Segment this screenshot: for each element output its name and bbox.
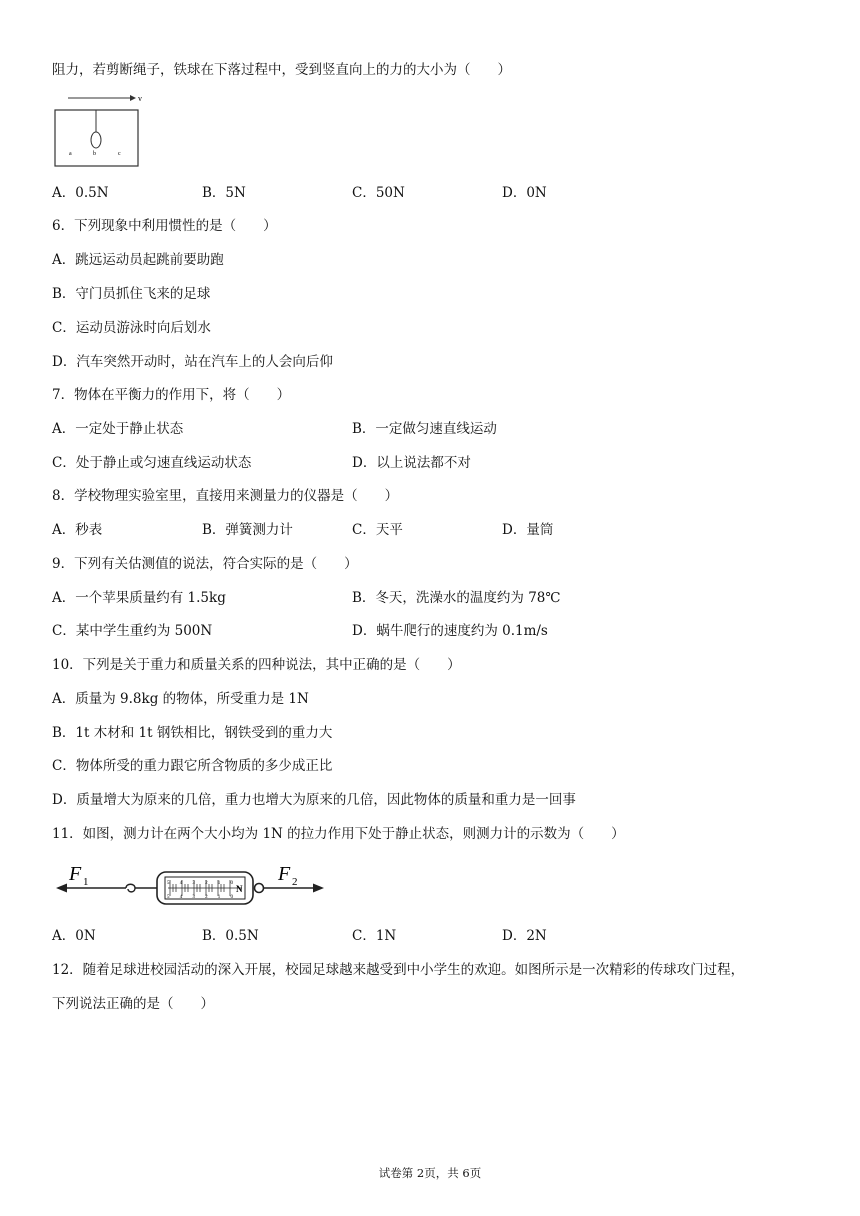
q11-option-d: D．2N xyxy=(502,928,547,944)
f1-label: F xyxy=(69,863,82,885)
label-c: c xyxy=(118,151,121,157)
q8-option-b: B．弹簧测力计 xyxy=(202,522,293,538)
q5-option-d: D．0N xyxy=(502,185,547,201)
q10-option-b: B．1t 木材和 1t 钢铁相比，钢铁受到的重力大 xyxy=(52,725,333,741)
question-8-stem: 8．学校物理实验室里，直接用来测量力的仪器是（ ） xyxy=(52,488,399,504)
q5-option-b: B．5N xyxy=(202,185,246,201)
q11-option-b: B．0.5N xyxy=(202,928,259,944)
f2-label: F xyxy=(278,863,291,885)
spring-scale-figure xyxy=(52,858,332,908)
q11-option-a: A．0N xyxy=(52,928,96,944)
q7-option-d: D．以上说法都不对 xyxy=(352,455,471,471)
q9-option-a: A．一个苹果质量约有 1.5kg xyxy=(52,590,226,606)
q9-option-b: B．冬天，洗澡水的温度约为 78℃ xyxy=(352,590,561,606)
question-6-stem: 6．下列现象中利用惯性的是（ ） xyxy=(52,218,277,234)
label-b: b xyxy=(93,151,96,157)
scale-top-numbers: 543210 xyxy=(167,881,233,886)
f1-subscript: 1 xyxy=(83,876,89,888)
q5-option-c: C．50N xyxy=(352,185,405,201)
question-12-stem-line2: 下列说法正确的是（ ） xyxy=(52,996,214,1012)
q6-option-c: C．运动员游泳时向后划水 xyxy=(52,320,211,336)
question-5-tail: 阻力，若剪断绳子，铁球在下落过程中，受到竖直向上的力的大小为（ ） xyxy=(52,62,511,78)
q10-option-a: A．质量为 9.8kg 的物体，所受重力是 1N xyxy=(52,691,309,707)
question-12-stem-line1: 12．随着足球进校园活动的深入开展，校园足球越来越受到中小学生的欢迎。如图所示是一次精彩的传球攻门过程， xyxy=(52,962,745,978)
q10-option-c: C．物体所受的重力跟它所含物质的多少成正比 xyxy=(52,758,333,774)
q10-option-d: D．质量增大为原来的几倍，重力也增大为原来的几倍，因此物体的质量和重力是一回事 xyxy=(52,792,576,808)
label-a: a xyxy=(69,151,72,157)
q6-option-d: D．汽车突然开动时，站在汽车上的人会向后仰 xyxy=(52,354,333,370)
q7-option-b: B．一定做匀速直线运动 xyxy=(352,421,497,437)
q8-option-a: A．秒表 xyxy=(52,522,103,538)
scale-unit-label: N xyxy=(236,884,243,894)
q7-option-a: A．一定处于静止状态 xyxy=(52,421,184,437)
q9-option-d: D．蜗牛爬行的速度约为 0.1m/s xyxy=(352,623,548,639)
question-7-stem: 7．物体在平衡力的作用下，将（ ） xyxy=(52,387,291,403)
iron-ball-figure xyxy=(52,88,152,170)
page-footer: 试卷第 2页，共 6页 xyxy=(378,1166,482,1180)
velocity-label: v xyxy=(138,94,142,103)
q9-option-c: C．某中学生重约为 500N xyxy=(52,623,213,639)
q6-option-b: B．守门员抓住飞来的足球 xyxy=(52,286,211,302)
question-10-stem: 10．下列是关于重力和质量关系的四种说法，其中正确的是（ ） xyxy=(52,657,461,673)
question-9-stem: 9．下列有关估测值的说法，符合实际的是（ ） xyxy=(52,556,358,572)
q6-option-a: A．跳远运动员起跳前要助跑 xyxy=(52,252,224,268)
question-11-stem: 11．如图，测力计在两个大小均为 1N 的拉力作用下处于静止状态，则测力计的示数为（ ） xyxy=(52,826,625,842)
q8-option-d: D．量筒 xyxy=(502,522,554,538)
q8-option-c: C．天平 xyxy=(352,522,403,538)
scale-bottom-numbers: 543210 xyxy=(167,895,233,900)
q11-option-c: C．1N xyxy=(352,928,397,944)
q5-option-a: A．0.5N xyxy=(52,185,109,201)
f2-subscript: 2 xyxy=(292,876,298,888)
q7-option-c: C．处于静止或匀速直线运动状态 xyxy=(52,455,252,471)
